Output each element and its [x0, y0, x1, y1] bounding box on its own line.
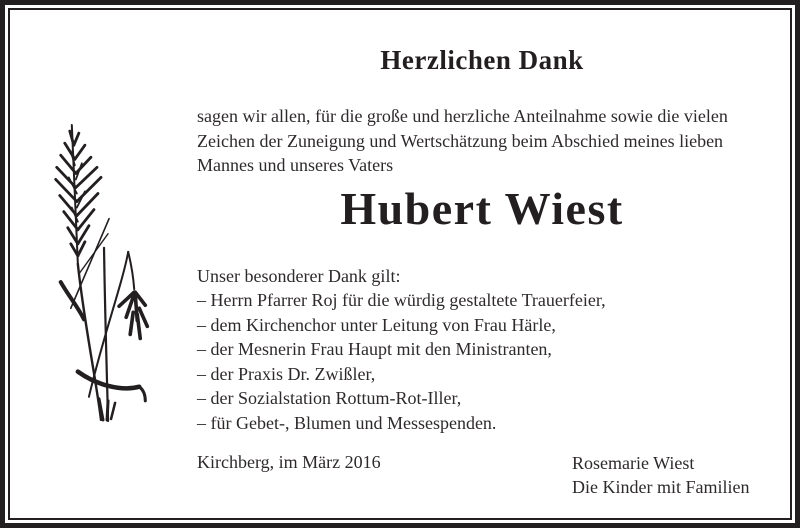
signatures — [572, 452, 749, 499]
thanks-item: – der Sozialstation Rottum-Rot-Iller, — [197, 388, 462, 408]
thanks-item: – für Gebet-, Blumen und Messespenden. — [197, 412, 497, 433]
intro-line: Zeichen der Zuneigung und Wertschätzung beim Abschied meines lieben — [197, 130, 724, 151]
signature-name: Rosemarie Wiest — [572, 453, 695, 473]
thanks-heading: Unser besonderer Dank gilt: — [197, 266, 401, 286]
intro-line: sagen wir allen, für die große und herzliche Anteilnahme sowie die vielen — [197, 106, 728, 126]
thanks-item: – Herrn Pfarrer Roj für die würdig gestaltete Trauerfeier, — [197, 290, 606, 310]
grass-sprig-illustration — [50, 115, 152, 427]
deceased-name: Hubert Wiest — [340, 183, 624, 234]
intro-paragraph — [197, 104, 728, 178]
thanks-list — [197, 288, 606, 435]
intro-line: Mannes und unseres Vaters — [197, 155, 394, 175]
notice-title: Herzlichen Dank — [380, 45, 584, 75]
thanks-item: – dem Kirchenchor unter Leitung von Frau Härle, — [197, 314, 556, 335]
thanks-item: – der Praxis Dr. Zwißler, — [197, 363, 376, 384]
place-date: Kirchberg, im März 2016 — [197, 452, 381, 472]
signature-family: Die Kinder mit Familien — [572, 476, 750, 497]
thanks-item: – der Mesnerin Frau Haupt mit den Ministranten, — [197, 339, 552, 359]
